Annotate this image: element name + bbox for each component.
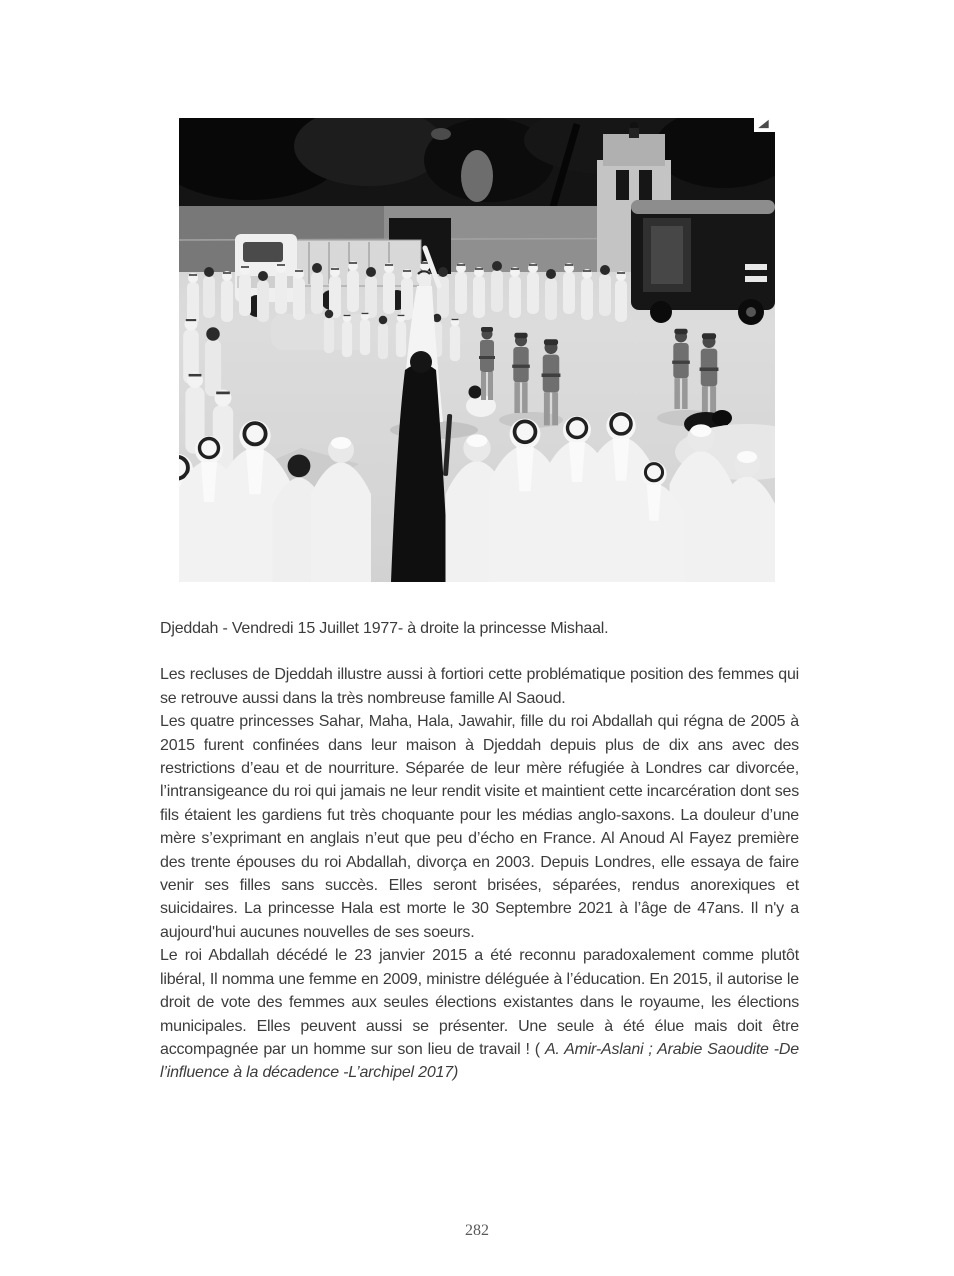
paragraph-princesses: Les quatre princesses Sahar, Maha, Hala, Jawahir, fille du roi Abdallah qui régna de 2005 à 2015 furent confinées dans leur maison à Djeddah depuis plus de dix ans avec des restrictions d’eau et de nourriture. Séparée de leur mère réfugiée à Londres car divorcée, l’intransigeance du roi qui jamais ne leur rendit visite et maintient cette incarcération dont ses fils étaient les gardiens fut très choquante pour les médias anglo-saxons. La douleur d’une mère s’exprimant en anglais n’eut que peu d’écho en France. Al Anoud Al Fayez première des trente épouses du roi Abdallah, divorça en 2003. Depuis Londres, elle essaya de faire venir ses filles sans succès. Elles seront brisées, séparées, rendus anorexiques et suicidaires. La princesse Hala est morte le 30 Septembre 2021 à l’âge de 47ans. Il n'y a aujourd'hui aucunes nouvelles de ses soeurs. [160, 713, 799, 941]
page-number: 282 [465, 1222, 489, 1239]
corner-glyph-icon [754, 0, 775, 357]
photo-execution-scene [179, 118, 775, 582]
photo-corner-icon [754, 118, 775, 132]
citation-reference: A. Amir-Aslani ; Arabie Saoudite -De l’influence à la décadence -L’archipel 2017) [160, 1040, 799, 1082]
text-block [160, 617, 799, 1085]
photo-caption: Djeddah - Vendredi 15 Juillet 1977- à droite la princesse Mishaal. [160, 620, 609, 637]
paragraph-recluses: Les recluses de Djeddah illustre aussi à fortiori cette problématique position des femmes qui se retrouve aussi dans la très nombreuse famille Al Saoud. [160, 666, 799, 707]
paragraph-roi-abdallah-text: Le roi Abdallah décédé le 23 janvier 2015 a été reconnu paradoxalement comme plutôt libéral, Il nomma une femme en 2009, ministre déléguée à l’éducation. En 2015, il autorise le droit de vote des femmes aux seules élections existantes dans le royaume, les élections municipales. Elles peuvent aussi se présenter. Une seule à été élue mais doit être accompagnée par un homme sur son lieu de travail ! ( [160, 947, 799, 1058]
paragraph-roi-abdallah [160, 944, 799, 1084]
photo-illustration [179, 118, 775, 582]
